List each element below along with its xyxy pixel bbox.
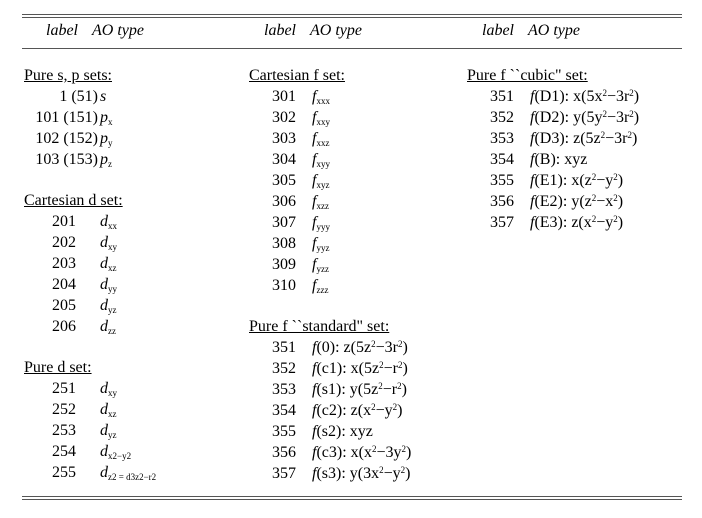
ao-label: 307 (272, 214, 296, 231)
ao-subscript: z (108, 159, 112, 169)
header-col3 (482, 22, 580, 40)
table-row (24, 378, 123, 399)
ao-type (100, 274, 117, 295)
ao-label: 204 (52, 276, 76, 293)
ao-label: 357 (490, 214, 514, 231)
ao-symbol: d (100, 464, 108, 481)
table-row (24, 420, 123, 441)
header-label: label (264, 22, 296, 39)
table-row (24, 462, 157, 483)
ao-label: 303 (272, 130, 296, 147)
section-title: Cartesian f set: (249, 67, 345, 84)
table-row (467, 170, 624, 191)
ao-symbol: f (312, 214, 317, 231)
ao-type (100, 107, 113, 128)
ao-symbol: f (312, 172, 317, 189)
ao-subscript: yz (108, 430, 117, 440)
ao-type: f(E3): $z(x^2-y^2)$ (530, 214, 624, 231)
table-row (467, 149, 588, 170)
ao-type (100, 399, 117, 420)
ao-label: 203 (52, 255, 76, 272)
table-row (249, 149, 389, 170)
ao-type (100, 211, 117, 232)
table-row (24, 274, 123, 295)
ao-label: 352 (490, 109, 514, 126)
ao-symbol: s (100, 88, 107, 105)
table-row (249, 275, 389, 296)
ao-label: 306 (272, 193, 296, 210)
ao-label: 354 (490, 151, 514, 168)
ao-type (312, 149, 330, 170)
table-row (249, 254, 389, 275)
ao-label: 351 (490, 88, 514, 105)
ao-label: 255 (52, 464, 76, 481)
table-row (249, 358, 408, 379)
ao-subscript: yzz (316, 264, 329, 274)
section-cartesian-f (249, 66, 389, 296)
ao-label: 301 (272, 88, 296, 105)
section-pure-f-cubic (467, 66, 640, 233)
ao-label: 302 (272, 109, 296, 126)
ao-label: 206 (52, 318, 76, 335)
ao-symbol: d (100, 213, 108, 230)
table-row (249, 170, 389, 191)
ao-subscript: xxy (316, 117, 330, 127)
ao-label: 254 (52, 443, 76, 460)
table-row (249, 233, 389, 254)
ao-type: f(D2): $y(5y^2-3r^2)$ (530, 109, 640, 126)
table-row (24, 128, 123, 149)
section-title: Pure f ``standard" set: (249, 318, 390, 335)
ao-symbol: f (312, 88, 317, 105)
ao-symbol: f (312, 277, 317, 294)
ao-symbol: f (312, 130, 317, 147)
table-row (249, 421, 389, 442)
column-2 (249, 66, 412, 484)
ao-label: 352 (272, 360, 296, 377)
table-row (249, 107, 389, 128)
table-row (24, 86, 123, 107)
ao-label: 353 (272, 381, 296, 398)
ao-label: 351 (272, 339, 296, 356)
bottom-rule (22, 496, 682, 500)
ao-symbol: p (100, 151, 108, 168)
ao-type (100, 86, 106, 107)
ao-subscript: xy (108, 388, 117, 398)
ao-subscript: xx (108, 221, 117, 231)
ao-label: 304 (272, 151, 296, 168)
ao-subscript: x (108, 117, 113, 127)
ao-subscript: y (108, 138, 113, 148)
ao-symbol: f (312, 193, 317, 210)
ao-subscript: xy (108, 242, 117, 252)
ao-label: 357 (272, 465, 296, 482)
ao-symbol: f (312, 235, 317, 252)
table-row (249, 212, 389, 233)
ao-type (100, 462, 156, 483)
section-title: Cartesian d set: (24, 192, 123, 209)
ao-label: 353 (490, 130, 514, 147)
ao-label: 102 (152) (35, 130, 98, 147)
table-row (467, 212, 624, 233)
table-row (249, 191, 389, 212)
ao-type (100, 378, 117, 399)
ao-subscript: yyz (316, 243, 330, 253)
table-row (467, 86, 640, 107)
ao-type (312, 212, 330, 233)
header-label: label (482, 22, 514, 39)
table-row (249, 442, 412, 463)
ao-symbol: d (100, 234, 108, 251)
ao-label: 251 (52, 380, 76, 397)
ao-symbol: f (312, 256, 317, 273)
ao-type (100, 149, 112, 170)
ao-label: 356 (272, 444, 296, 461)
ao-symbol: d (100, 443, 108, 460)
ao-type (312, 170, 329, 191)
table-row (249, 337, 408, 358)
ao-type (100, 316, 116, 337)
ao-type: f(E2): $y(z^2-x^2)$ (530, 193, 624, 210)
ao-label: 355 (490, 172, 514, 189)
table-row (249, 86, 389, 107)
ao-type: f(c2): $z(x^2-y^2)$ (312, 402, 403, 419)
ao-label: 308 (272, 235, 296, 252)
ao-label: 355 (272, 423, 296, 440)
ao-type (312, 86, 330, 107)
ao-symbol: f (312, 109, 317, 126)
ao-label: 103 (153) (35, 151, 98, 168)
ao-subscript: xz (108, 263, 117, 273)
ao-symbol: p (100, 109, 108, 126)
ao-symbol: d (100, 276, 108, 293)
ao-subscript: xyy (316, 159, 330, 169)
ao-label: 356 (490, 193, 514, 210)
header-ao-type: AO type (528, 22, 580, 39)
ao-label: 101 (151) (35, 109, 98, 126)
ao-symbol: d (100, 297, 108, 314)
ao-type (100, 128, 113, 149)
header-col1 (46, 22, 144, 40)
header-ao-type: AO type (310, 22, 362, 39)
ao-symbol: d (100, 380, 108, 397)
ao-subscript: yyy (316, 222, 330, 232)
ao-subscript: xzz (316, 201, 329, 211)
ao-label: 354 (272, 402, 296, 419)
table-row (24, 253, 123, 274)
table-row (24, 149, 123, 170)
header-ao-type: AO type (92, 22, 144, 39)
ao-subscript: xxz (316, 138, 330, 148)
table-row (467, 191, 624, 212)
ao-label: 252 (52, 401, 76, 418)
ao-subscript: yy (108, 284, 117, 294)
ao-label: 201 (52, 213, 76, 230)
column-1 (24, 66, 157, 483)
ao-label: 1 (51) (59, 88, 98, 105)
ao-type: f(D1): $x(5x^2-3r^2)$ (530, 88, 640, 105)
ao-label: 310 (272, 277, 296, 294)
ao-label: 202 (52, 234, 76, 251)
ao-label: 305 (272, 172, 296, 189)
table-row (249, 463, 411, 484)
table-row (24, 295, 123, 316)
header-col2 (264, 22, 362, 40)
ao-type: f(D3): $z(5z^2-3r^2)$ (530, 130, 638, 147)
ao-type: f(s1): $y(5z^2-r^2)$ (312, 381, 407, 398)
ao-type: f(s2): xyz (312, 423, 373, 440)
ao-symbol: f (312, 151, 317, 168)
ao-label: 205 (52, 297, 76, 314)
ao-subscript: zzz (316, 285, 329, 295)
table-row (24, 399, 123, 420)
ao-symbol: d (100, 422, 108, 439)
ao-subscript: xz (108, 409, 117, 419)
top-rule (22, 14, 682, 18)
ao-symbol: p (100, 130, 108, 147)
ao-label: 253 (52, 422, 76, 439)
ao-type (312, 191, 329, 212)
section-pure-f-standard (249, 317, 412, 484)
ao-subscript: zz (108, 326, 116, 336)
ao-subscript: yz (108, 305, 117, 315)
ao-type: f(B): xyz (530, 151, 588, 168)
table-row (24, 316, 123, 337)
ao-type (100, 232, 117, 253)
table-row (24, 232, 123, 253)
section-pure-sp (24, 66, 123, 170)
ao-symbol: d (100, 318, 108, 335)
ao-type: f(0): $z(5z^2-3r^2)$ (312, 339, 408, 356)
ao-type: f(E1): $x(z^2-y^2)$ (530, 172, 624, 189)
section-title: Pure f ``cubic" set: (467, 67, 588, 84)
table-row (24, 441, 132, 462)
table-row (249, 379, 407, 400)
ao-type: f(c1): $x(5z^2-r^2)$ (312, 360, 408, 377)
ao-type (100, 295, 117, 316)
ao-type: f(c3): $x(x^2-3y^2)$ (312, 444, 412, 461)
ao-type (312, 233, 329, 254)
table-row (467, 128, 638, 149)
column-3 (467, 66, 640, 233)
ao-type (100, 420, 117, 441)
section-title: Pure s, p sets: (24, 67, 112, 84)
ao-type (100, 441, 131, 462)
ao-symbol: d (100, 255, 108, 272)
table-row (249, 400, 403, 421)
ao-type: f(s3): $y(3x^2-y^2)$ (312, 465, 411, 482)
table-row (24, 107, 123, 128)
table-row (24, 211, 123, 232)
header-label: label (46, 22, 78, 39)
ao-type (312, 275, 328, 296)
ao-subscript: xyz (316, 180, 330, 190)
ao-type (312, 254, 329, 275)
ao-subscript: x2−y2 (108, 451, 132, 461)
section-title: Pure d set: (24, 359, 92, 376)
ao-symbol: d (100, 401, 108, 418)
table-row (467, 107, 640, 128)
ao-type (312, 128, 329, 149)
ao-subscript: z2 = d3z2−r2 (108, 472, 157, 482)
ao-type (100, 253, 117, 274)
header-rule (22, 48, 682, 49)
ao-type (312, 107, 330, 128)
section-pure-d (24, 358, 157, 483)
table-row (249, 128, 389, 149)
ao-label: 309 (272, 256, 296, 273)
ao-subscript: xxx (316, 96, 330, 106)
section-cartesian-d (24, 191, 123, 337)
